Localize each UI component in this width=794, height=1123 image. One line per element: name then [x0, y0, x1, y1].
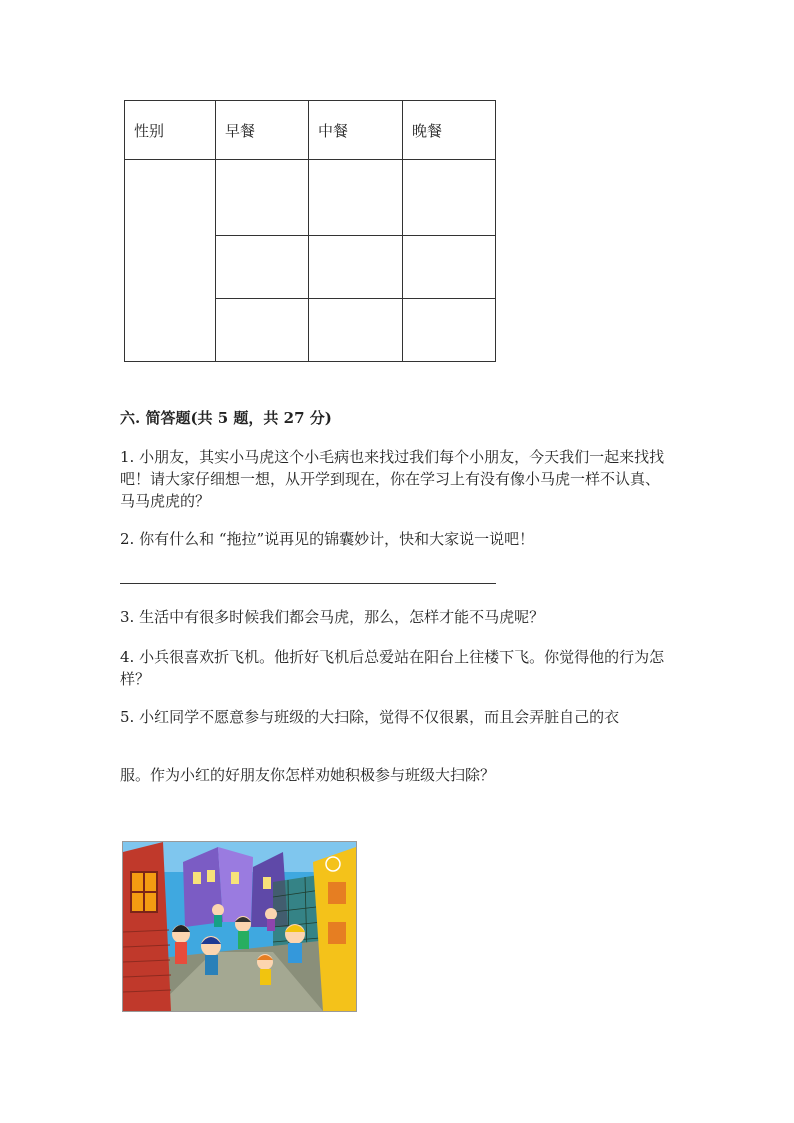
table-cell[interactable] [309, 160, 403, 236]
header-lunch: 中餐 [309, 101, 403, 160]
table-cell[interactable] [216, 160, 309, 236]
table-cell[interactable] [403, 236, 496, 299]
section-title: 六. 简答题(共 5 题，共 27 分) [120, 409, 332, 427]
table-header-row [125, 101, 496, 160]
table-row [125, 160, 496, 236]
table-cell[interactable] [216, 236, 309, 299]
question-2: 2. 你有什么和 “拖拉”说再见的锦囊妙计，快和大家说一说吧！ [120, 530, 535, 548]
cartoon-illustration [122, 841, 357, 1012]
table-cell[interactable] [216, 299, 309, 362]
table-cell[interactable] [403, 160, 496, 236]
question-1: 1. 小朋友，其实小马虎这个小毛病也来找过我们每个小朋友，今天我们一起来找找吧！请大家仔细想一想，从开学到现在，你在学习上有没有像小马虎一样不认真、马马虎虎的？ [120, 448, 665, 510]
question-4: 4. 小兵很喜欢折飞机。他折好飞机后总爱站在阳台上往楼下飞。你觉得他的行为怎样？ [120, 648, 665, 688]
header-dinner: 晚餐 [403, 101, 496, 160]
table-cell[interactable] [309, 236, 403, 299]
question-3: 3. 生活中有很多时候我们都会马虎，那么，怎样才能不马虎呢？ [120, 608, 545, 626]
answer-line[interactable] [120, 583, 496, 584]
header-breakfast: 早餐 [216, 101, 309, 160]
question-5: 5. 小红同学不愿意参与班级的大扫除，觉得不仅很累，而且会弄脏自己的衣 [120, 708, 620, 726]
table-cell[interactable] [309, 299, 403, 362]
question-5-continued: 服。作为小红的好朋友你怎样劝她积极参与班级大扫除？ [120, 766, 496, 784]
meal-table [124, 100, 496, 362]
kids-playground-image [123, 842, 356, 1011]
table-cell[interactable] [403, 299, 496, 362]
header-gender: 性别 [125, 101, 216, 160]
gender-cell[interactable] [125, 160, 216, 362]
